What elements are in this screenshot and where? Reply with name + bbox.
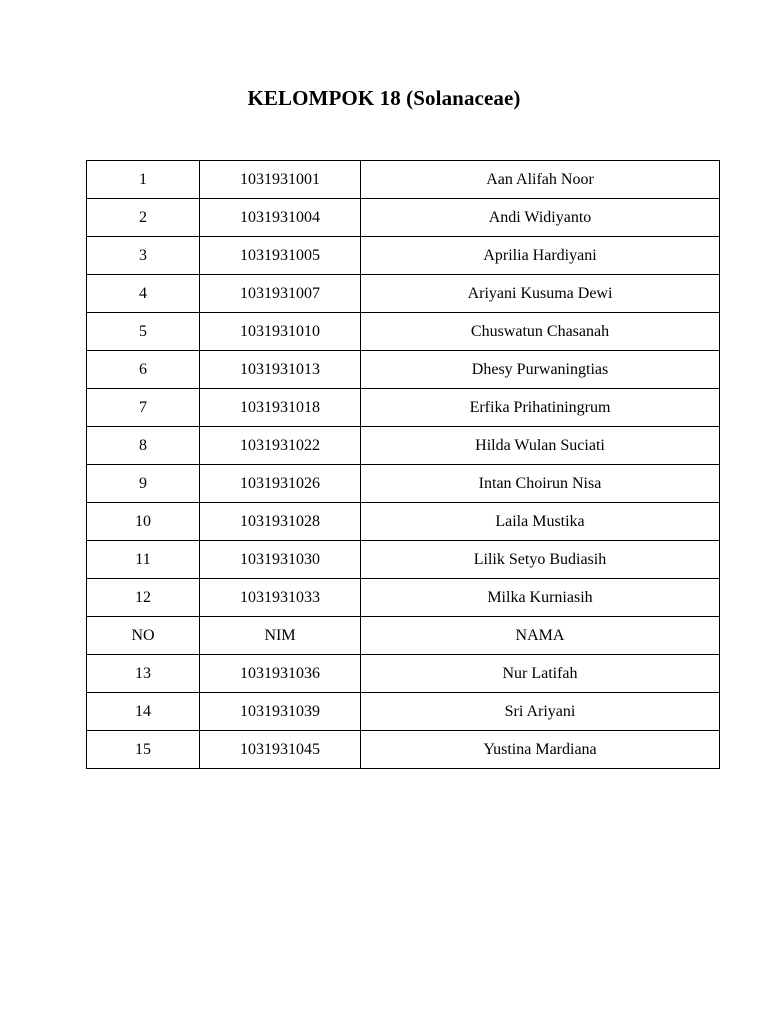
cell-nama: Chuswatun Chasanah [361,313,720,351]
cell-nim: 1031931033 [200,579,361,617]
cell-no: 12 [87,579,200,617]
cell-nim: 1031931026 [200,465,361,503]
cell-nama: Andi Widiyanto [361,199,720,237]
cell-nim: 1031931010 [200,313,361,351]
cell-nama: Laila Mustika [361,503,720,541]
table-row [87,503,720,541]
table-row [87,465,720,503]
cell-no: 11 [87,541,200,579]
cell-no: 3 [87,237,200,275]
table-row [87,275,720,313]
cell-no: 13 [87,655,200,693]
cell-nama: Ariyani Kusuma Dewi [361,275,720,313]
cell-no: 14 [87,693,200,731]
cell-nama: Hilda Wulan Suciati [361,427,720,465]
cell-nim: 1031931004 [200,199,361,237]
table-row [87,693,720,731]
cell-no: 5 [87,313,200,351]
cell-nim: 1031931001 [200,161,361,199]
cell-nim: 1031931022 [200,427,361,465]
cell-no: 8 [87,427,200,465]
cell-nim: 1031931007 [200,275,361,313]
table-row [87,389,720,427]
document-title: KELOMPOK 18 (Solanaceae) [247,86,521,110]
table-row [87,199,720,237]
cell-no: 9 [87,465,200,503]
cell-nim: 1031931013 [200,351,361,389]
header-nama: NAMA [361,617,720,655]
cell-no: 7 [87,389,200,427]
header-nim: NIM [200,617,361,655]
cell-nama: Aprilia Hardiyani [361,237,720,275]
table-row [87,313,720,351]
cell-no: 2 [87,199,200,237]
table-row [87,541,720,579]
table-row [87,161,720,199]
cell-nim: 1031931005 [200,237,361,275]
cell-no: 4 [87,275,200,313]
cell-nama: Erfika Prihatiningrum [361,389,720,427]
cell-nim: 1031931039 [200,693,361,731]
cell-no: 15 [87,731,200,769]
table-row [87,655,720,693]
cell-nama: Dhesy Purwaningtias [361,351,720,389]
table-row [87,427,720,465]
table-row [87,237,720,275]
cell-nim: 1031931018 [200,389,361,427]
cell-nama: Lilik Setyo Budiasih [361,541,720,579]
cell-nim: 1031931030 [200,541,361,579]
cell-no: 1 [87,161,200,199]
member-table-body [87,161,720,769]
cell-nim: 1031931036 [200,655,361,693]
cell-nama: Sri Ariyani [361,693,720,731]
cell-nama: Aan Alifah Noor [361,161,720,199]
table-row [87,351,720,389]
cell-nim: 1031931045 [200,731,361,769]
table-header-row [87,617,720,655]
member-table [86,160,720,769]
header-no: NO [87,617,200,655]
table-row [87,731,720,769]
cell-nama: Yustina Mardiana [361,731,720,769]
cell-nama: Milka Kurniasih [361,579,720,617]
cell-nama: Intan Choirun Nisa [361,465,720,503]
table-row [87,579,720,617]
cell-nim: 1031931028 [200,503,361,541]
cell-nama: Nur Latifah [361,655,720,693]
cell-no: 10 [87,503,200,541]
cell-no: 6 [87,351,200,389]
